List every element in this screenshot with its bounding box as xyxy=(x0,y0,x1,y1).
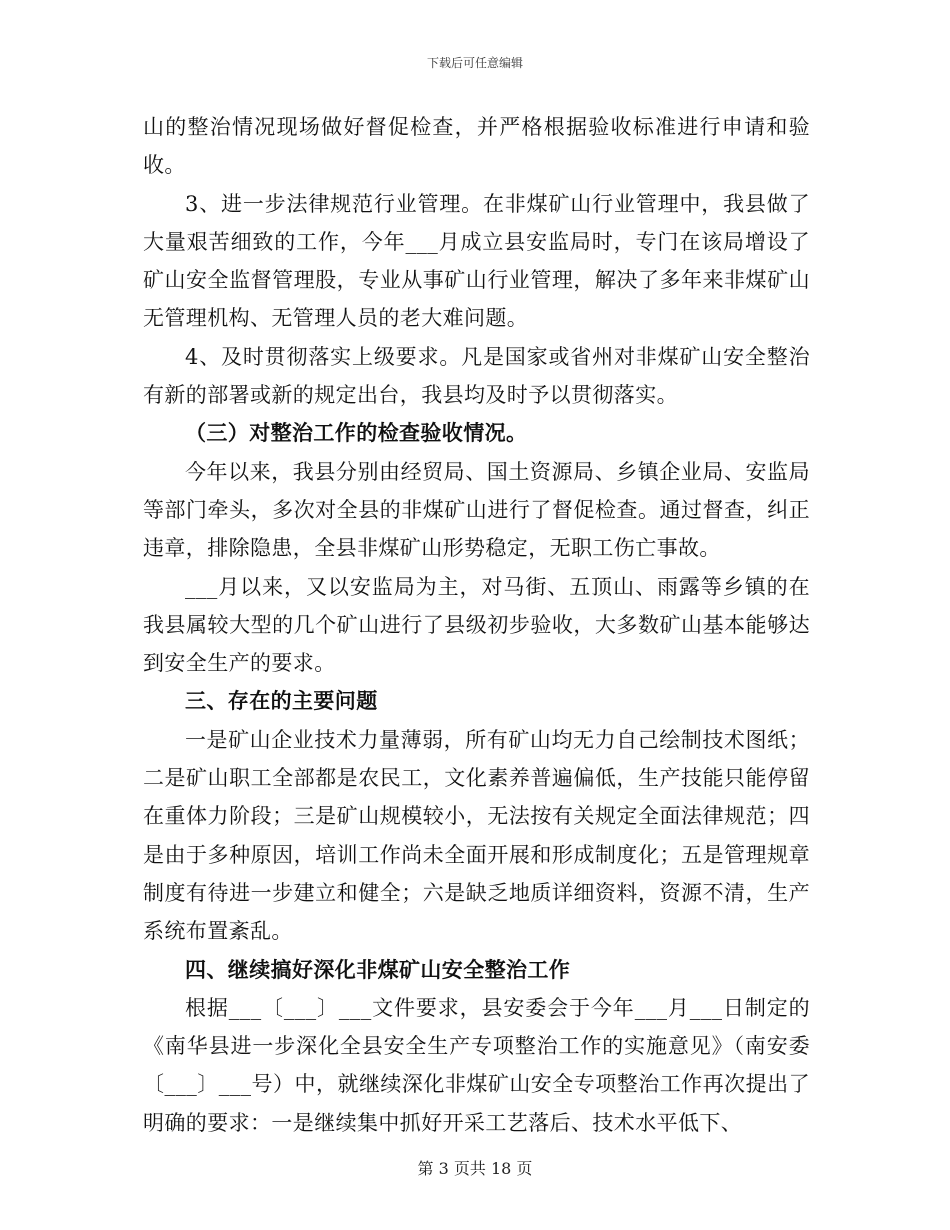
paragraph-continuation: 山的整治情况现场做好督促检查，并严格根据验收标准进行申请和验收。 xyxy=(143,115,810,178)
paragraph-problems: 一是矿山企业技术力量薄弱，所有矿山均无力自己绘制技术图纸；二是矿山职工全部都是农民工，文化素养普遍偏低，生产技能只能停留在重体力阶段；三是矿山规模较小，无法按有关规定全面法律规范；四是由于多种原因，培训工作尚未全面开展和形成制度化；五是管理规章制度有待进一步建立和健全；六是缺乏地质详细资料，资源不清，生产系统布置紊乱。 xyxy=(143,727,810,944)
paragraph-acceptance: ___月以来，又以安监局为主，对马街、五顶山、雨露等乡镇的在我县属较大型的几个矿山进行了县级初步验收，大多数矿山基本能够达到安全生产的要求。 xyxy=(143,574,810,676)
paragraph-continue: 根据___〔___〕___文件要求，县安委会于今年___月___日制定的《南华县进一步深化全县安全生产专项整治工作的实施意见》（南安委〔___〕___号）中，就继续深化非煤矿山安全专项整治工作再次提出了明确的要求：一是继续集中抓好开采工艺落后、技术水平低下、 xyxy=(143,995,810,1135)
section-heading-problems: 三、存在的主要问题 xyxy=(185,688,378,714)
paragraph-inspection-overview: 今年以来，我县分别由经贸局、国土资源局、乡镇企业局、安监局等部门牵头，多次对全县的非煤矿山进行了督促检查。通过督查，纠正违章，排除隐患，全县非煤矿山形势稳定，无职工伤亡事故。 xyxy=(143,459,810,561)
section-heading-inspection: （三）对整治工作的检查验收情况。 xyxy=(185,420,528,446)
page-header-note: 下载后可任意编辑 xyxy=(426,56,523,70)
paragraph-implement-requirements: 4、及时贯彻落实上级要求。凡是国家或省州对非煤矿山安全整治有新的部署或新的规定出台，我县均及时予以贯彻落实。 xyxy=(143,344,810,408)
page-number: 第 3 页共 18 页 xyxy=(417,1159,533,1178)
paragraph-industry-management: 3、进一步法律规范行业管理。在非煤矿山行业管理中，我县做了大量艰苦细致的工作，今年___月成立县安监局时，专门在该局增设了矿山安全监督管理股，专业从事矿山行业管理，解决了多年来非煤矿山无管理机构、无管理人员的老大难问题。 xyxy=(143,191,810,331)
document-body xyxy=(143,108,810,1142)
section-heading-continue: 四、继续搞好深化非煤矿山安全整治工作 xyxy=(185,956,571,982)
